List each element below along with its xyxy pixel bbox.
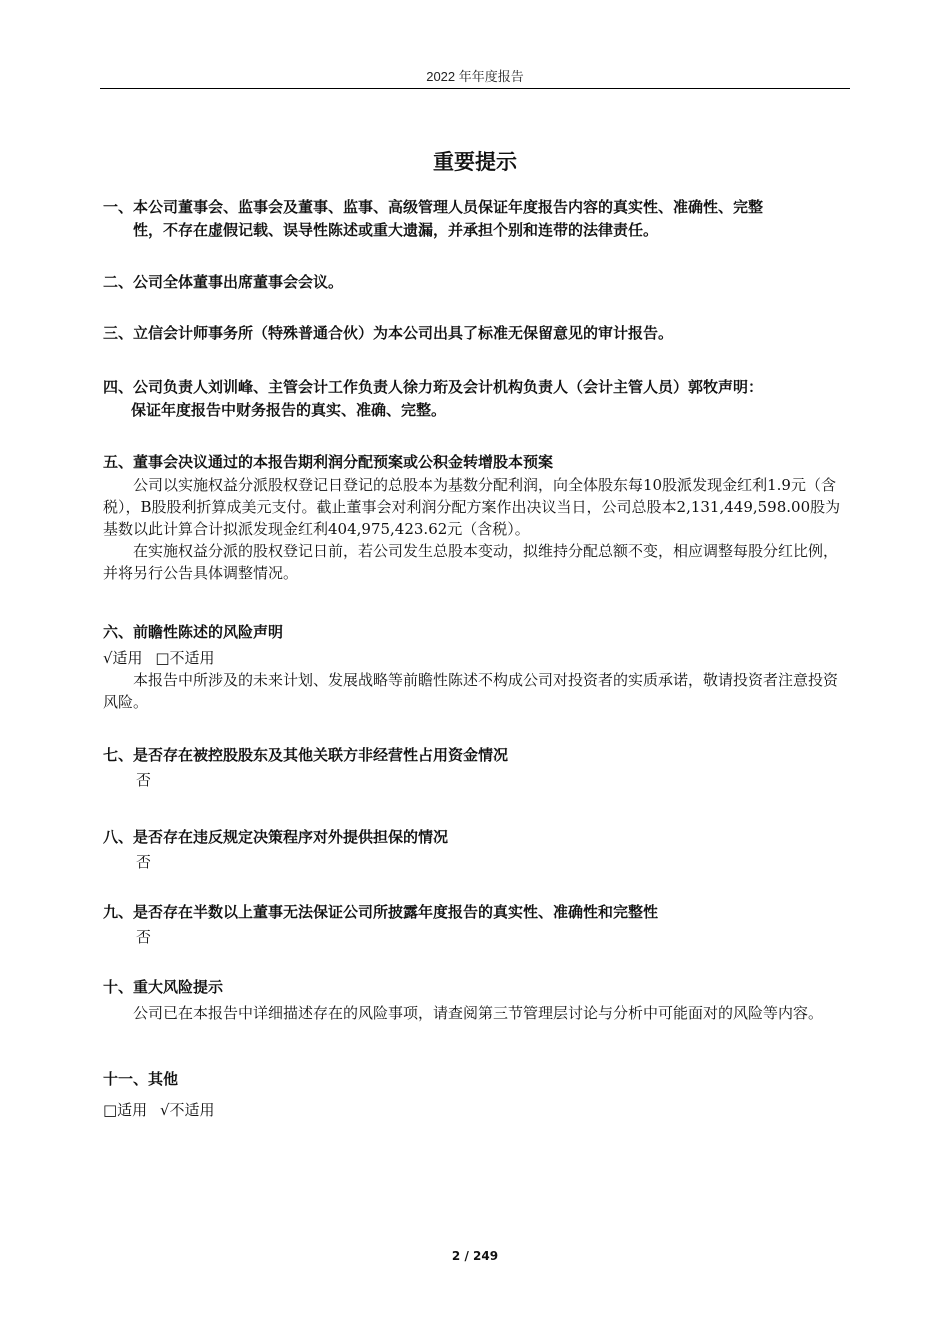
section-1-heading — [103, 196, 853, 242]
section-2-heading: 二、公司全体董事出席董事会会议。 — [103, 273, 344, 291]
section-7-answer: 否 — [136, 771, 152, 789]
section-9-answer: 否 — [136, 928, 152, 946]
page-number: 2 / 249 — [451, 1249, 499, 1263]
section-5 — [103, 451, 850, 584]
section-8-answer: 否 — [136, 853, 152, 871]
section-5-paragraph-1: 公司以实施权益分派股权登记日登记的总股本为基数分配利润，向全体股东每10股派发现金红利1.9元（含税），B股股利折算成美元支付。截止董事会对利润分配方案作出决议当日，公司总股本2,131,449,598.00股为基数以此计算合计拟派发现金红利404,975,423.62元（含税）。 — [103, 476, 841, 538]
section-11-heading: 十一、其他 — [103, 1070, 179, 1088]
report-header: 2022 年年度报告 — [426, 69, 524, 84]
section-10 — [103, 976, 850, 1024]
section-5-paragraph-2: 在实施权益分派的股权登记日前，若公司发生总股本变动，拟维持分配总额不变，相应调整每股分红比例，并将另行公告具体调整情况。 — [103, 542, 839, 582]
section-7-heading: 七、是否存在被控股股东及其他关联方非经营性占用资金情况 — [103, 746, 509, 764]
section-10-heading: 十、重大风险提示 — [103, 978, 224, 996]
section-4-heading-line2: 保证年度报告中财务报告的真实、准确、完整。 — [131, 401, 447, 419]
section-3 — [103, 322, 853, 345]
section-4-heading-line1: 四、公司负责人刘训峰、主管会计工作负责人徐力珩及会计机构负责人（会计主管人员）郭牧声明： — [103, 378, 764, 396]
page-title: 重要提示 — [433, 150, 517, 174]
option-applicable: □适用 — [103, 1101, 148, 1119]
section-1-heading-line2: 性，不存在虚假记载、误导性陈述或重大遗漏，并承担个别和连带的法律责任。 — [133, 221, 659, 239]
section-1-heading-line1: 一、本公司董事会、监事会及董事、监事、高级管理人员保证年度报告内容的真实性、准确性、完整 — [103, 198, 764, 216]
section-8-heading: 八、是否存在违反规定决策程序对外提供担保的情况 — [103, 828, 449, 846]
option-not-applicable-checked: √不适用 — [159, 1101, 215, 1119]
section-7 — [103, 744, 853, 791]
section-6-heading: 六、前瞻性陈述的风险声明 — [103, 623, 284, 641]
section-3-heading: 三、立信会计师事务所（特殊普通合伙）为本公司出具了标准无保留意见的审计报告。 — [103, 324, 674, 342]
section-4 — [103, 376, 853, 422]
section-6-options — [103, 647, 850, 669]
section-6 — [103, 621, 850, 713]
section-5-heading: 五、董事会决议通过的本报告期利润分配预案或公积金转增股本预案 — [103, 453, 554, 471]
section-10-paragraph-1: 公司已在本报告中详细描述存在的风险事项，请查阅第三节管理层讨论与分析中可能面对的风险等内容。 — [133, 1004, 824, 1022]
section-11 — [103, 1068, 853, 1121]
section-9-heading: 九、是否存在半数以上董事无法保证公司所披露年度报告的真实性、准确性和完整性 — [103, 903, 659, 921]
option-applicable-checked: √适用 — [103, 649, 143, 667]
section-8 — [103, 826, 853, 873]
option-not-applicable: □不适用 — [155, 649, 215, 667]
header-rule — [100, 88, 850, 89]
section-4-heading — [103, 376, 853, 422]
section-1 — [103, 196, 853, 242]
section-2 — [103, 271, 853, 294]
section-9 — [103, 901, 853, 948]
section-11-options — [103, 1099, 853, 1121]
section-6-paragraph-1: 本报告中所涉及的未来计划、发展战略等前瞻性陈述不构成公司对投资者的实质承诺，敬请投资者注意投资风险。 — [103, 671, 839, 711]
